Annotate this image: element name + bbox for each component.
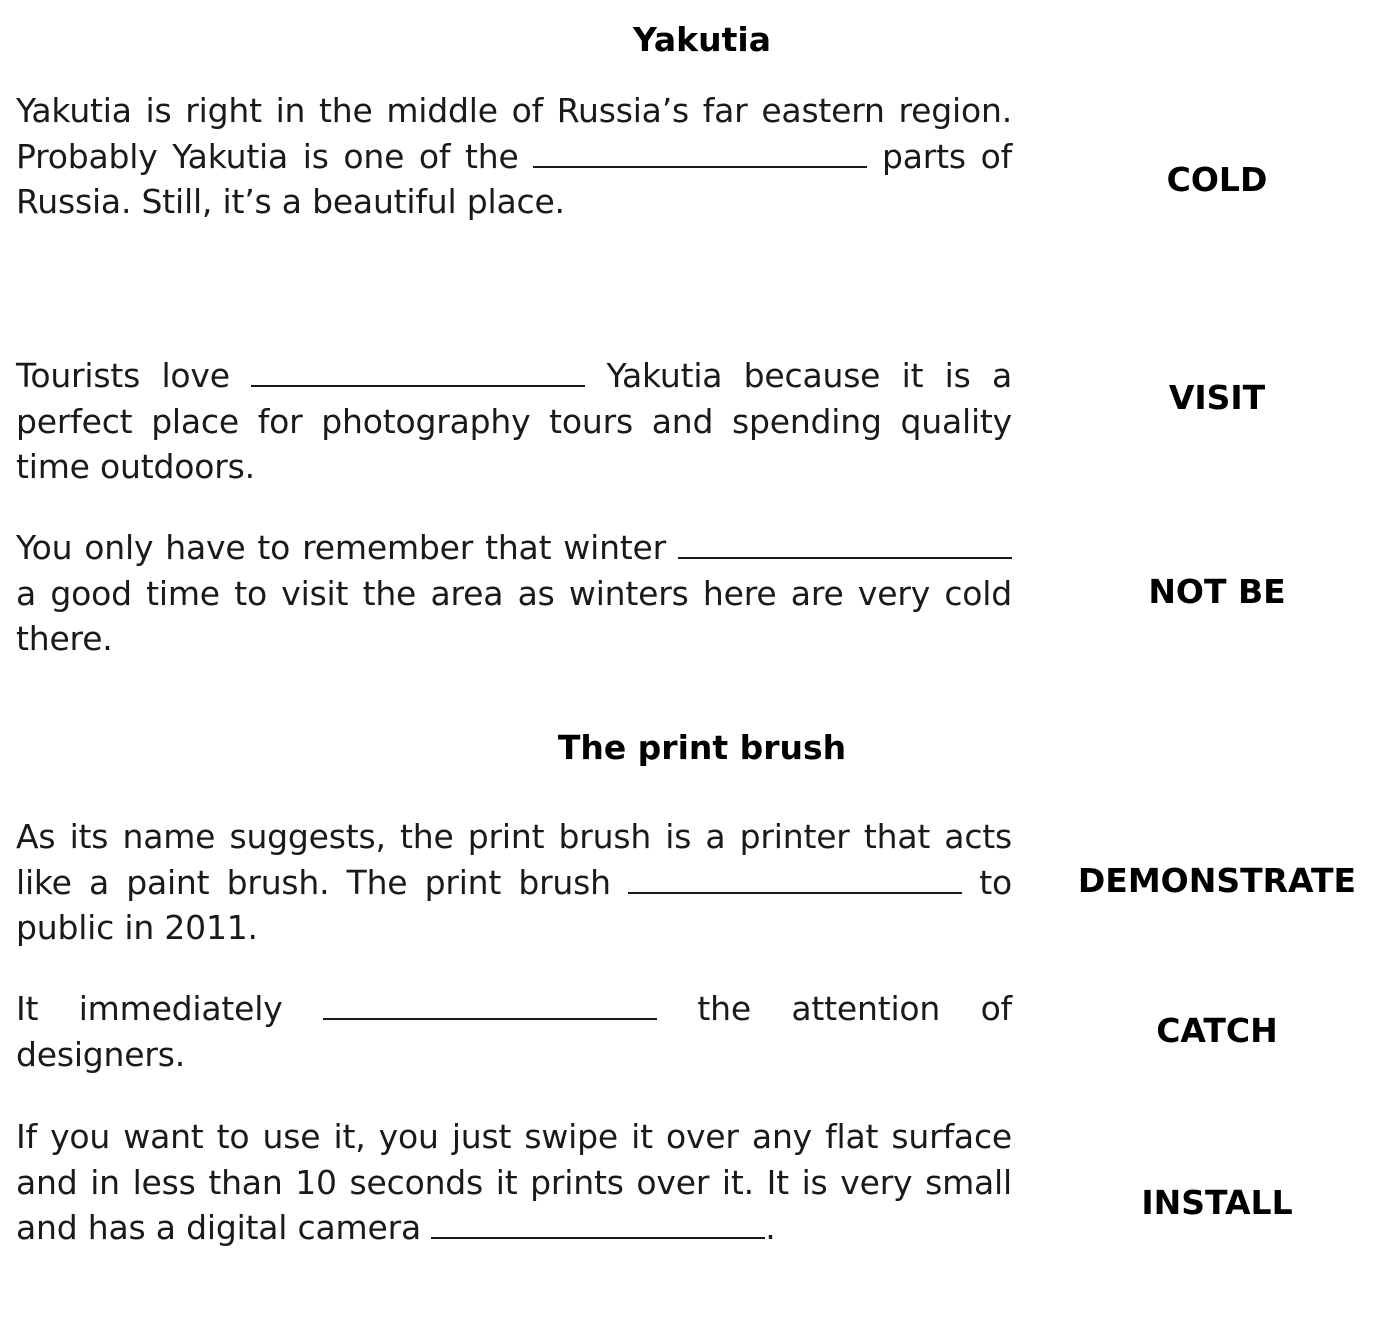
passage-text-before: If you want to use it, you just swipe it over any flat surface and in less than 10 seconds it prints over it. It is very small and has a digital camera [16,1117,1012,1247]
keyword-catch: CATCH [1156,1011,1278,1050]
keyword-cold: COLD [1166,160,1268,199]
passage-print-brush-3 [16,1114,1012,1251]
passage-print-brush-2 [16,986,1012,1077]
answer-blank[interactable] [251,355,585,387]
keyword-install: INSTALL [1141,1183,1293,1222]
answer-blank[interactable] [431,1207,765,1239]
answer-blank[interactable] [628,862,962,894]
passage-text-after: the attention of designers. [16,989,1012,1074]
passage-text-after: a good time to visit the area as winters here are very cold there. [16,573,1012,658]
keyword-visit: VISIT [1168,378,1266,417]
passage-yakutia-2 [16,353,1012,490]
answer-blank[interactable] [533,136,867,168]
passage-text-after: to public in 2011. [16,862,1012,947]
passage-yakutia-3 [16,525,1012,662]
passage-text-after: . [765,1208,776,1247]
passage-text-before: It immediately [16,989,323,1028]
passage-text-before: You only have to remember that winter [16,528,678,567]
passage-text-after: parts of Russia. Still, it’s a beautiful place. [16,136,1012,221]
passage-text-before: Tourists love [16,356,252,395]
section-title-print-brush: The print brush [557,728,847,767]
keyword-not-be: NOT BE [1148,572,1286,611]
answer-blank[interactable] [323,988,657,1020]
section-title-yakutia: Yakutia [633,20,771,59]
answer-blank[interactable] [678,527,1012,559]
passage-text-after: Yakutia because it is a perfect place for photography tours and spending quality time outdoors. [16,356,1013,486]
passage-yakutia-1 [16,88,1012,225]
passage-print-brush-1 [16,814,1012,951]
passage-text-before: Yakutia is right in the middle of Russia’s far eastern region. Probably Yakutia is one of the [16,91,1012,176]
passage-text-before: As its name suggests, the print brush is a printer that acts like a paint brush. The print brush [16,817,1012,902]
keyword-demonstrate: DEMONSTRATE [1077,861,1357,900]
